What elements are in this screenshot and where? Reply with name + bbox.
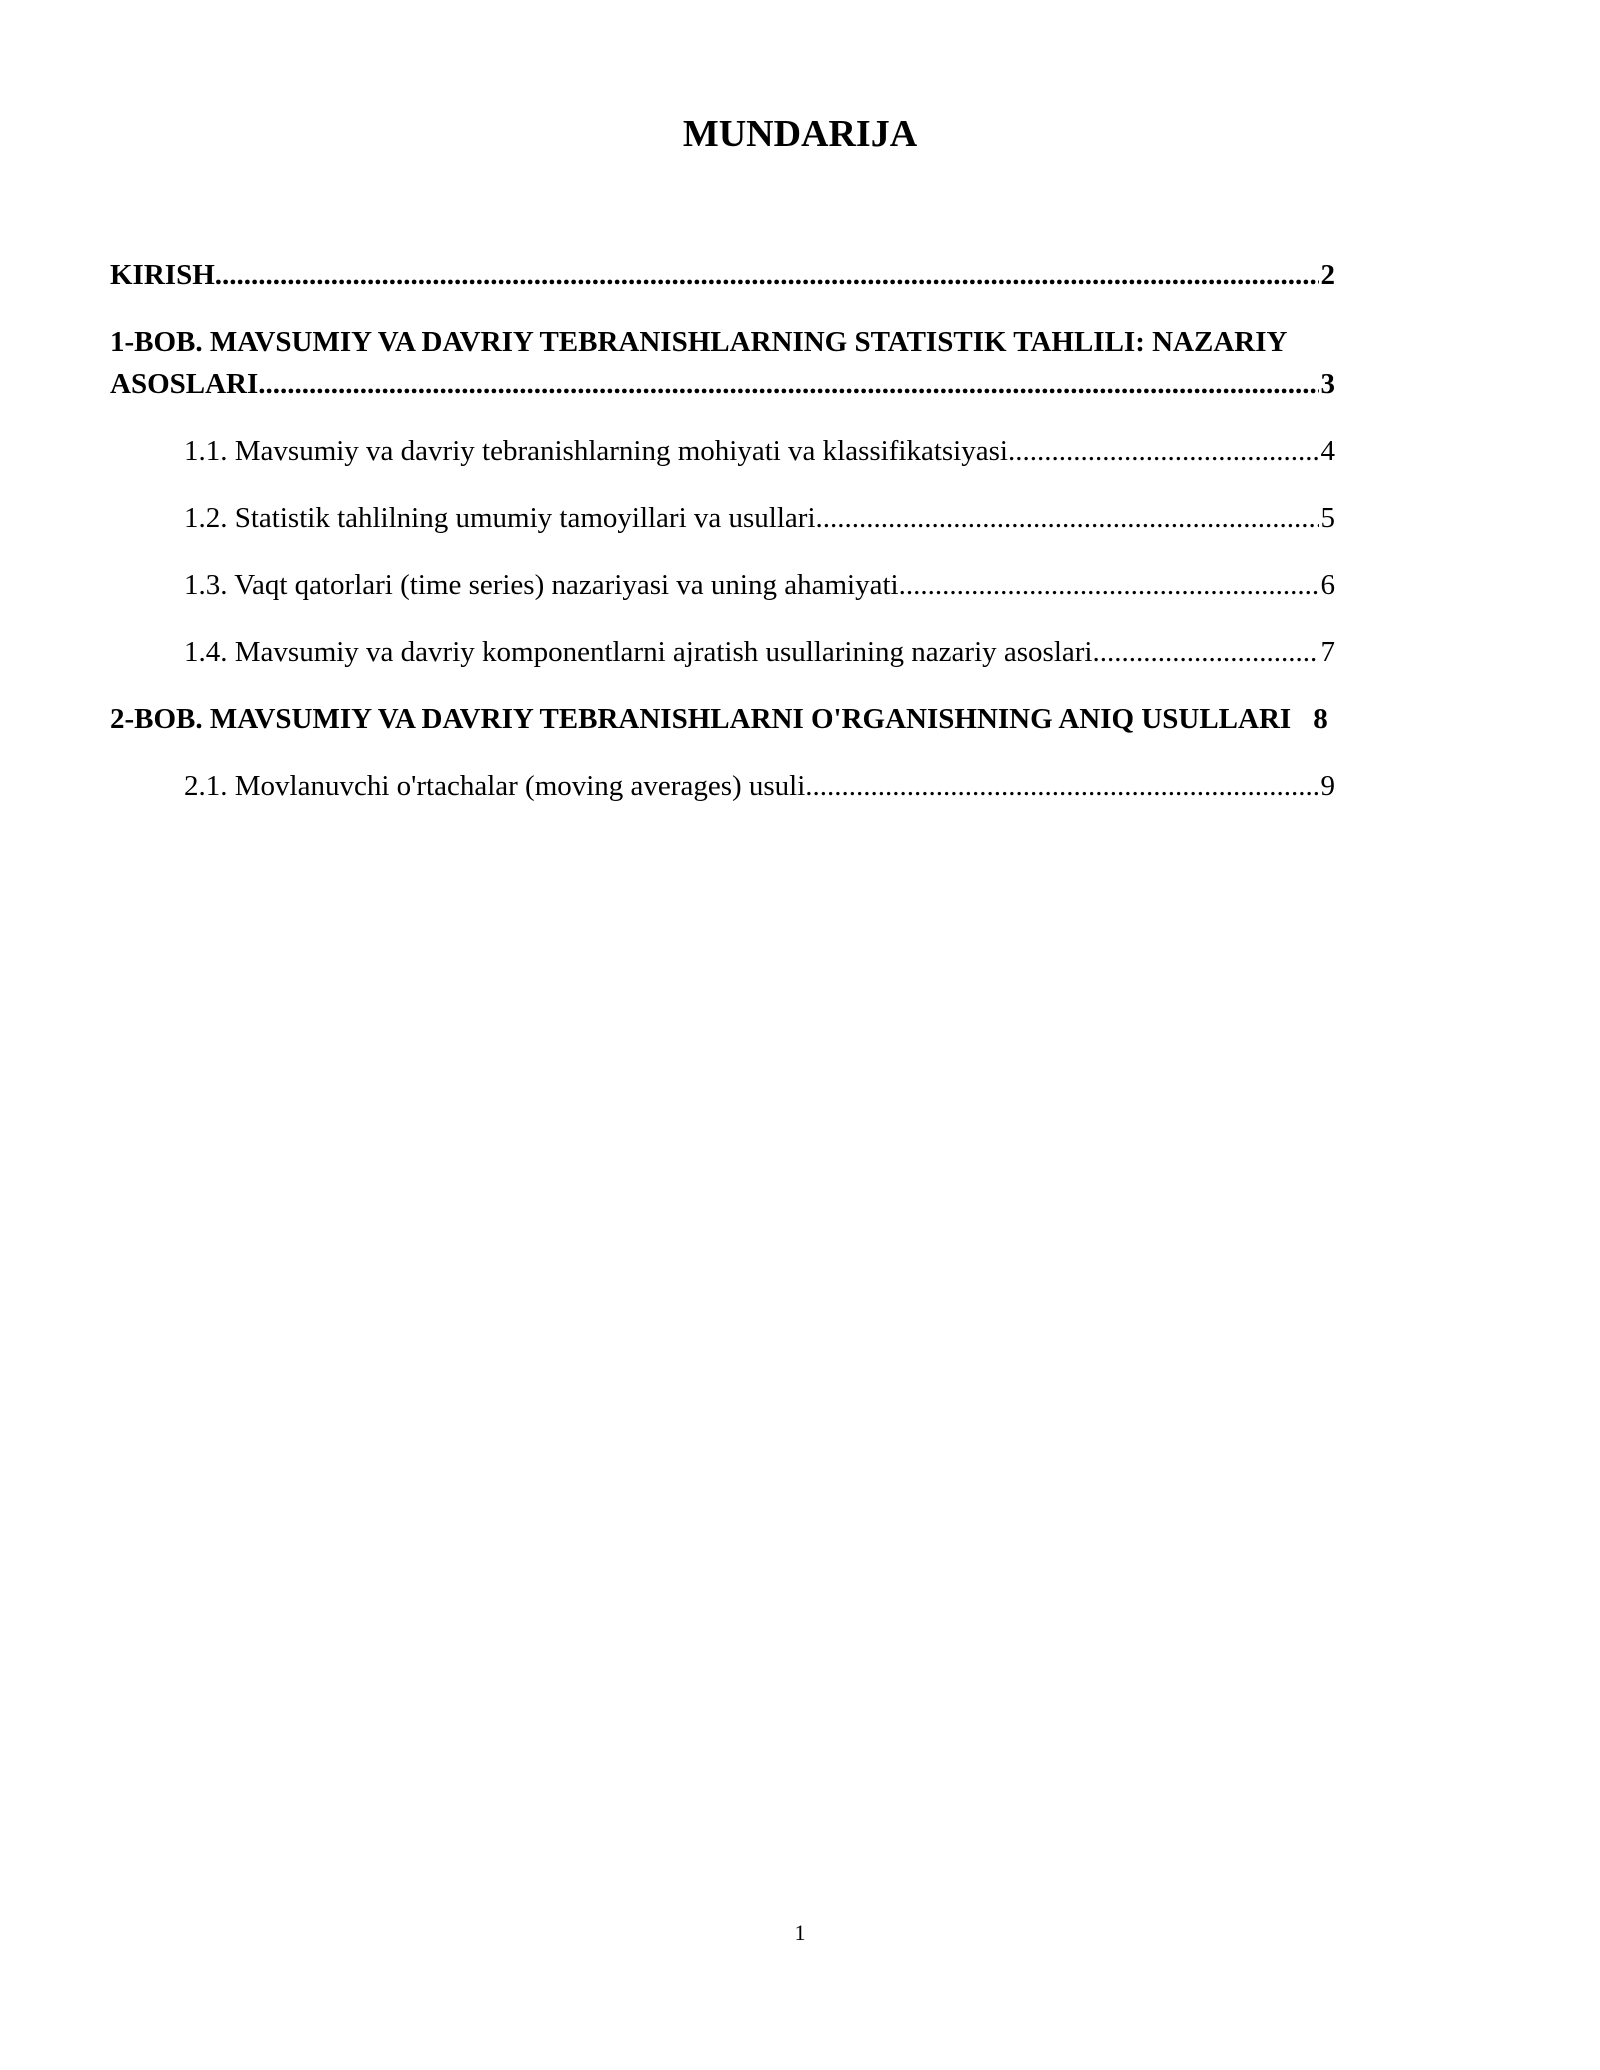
toc-entry-label-line2: ASOSLARI [110,368,259,400]
toc-entry-section-1-4[interactable] [110,631,1335,673]
toc-entry-section-1-1[interactable] [110,430,1335,472]
page-number: 1 [794,1920,806,1945]
dot-leader [258,363,1318,405]
toc-entry-kirish[interactable] [110,254,1335,296]
toc-entry-label: 1.1. Mavsumiy va davriy tebranishlarning mohiyati va klassifikatsiyasi [184,435,1008,467]
toc-entry-page: 5 [1320,502,1335,534]
dot-leader [816,497,1319,539]
toc-entry-section-1-3[interactable] [110,564,1335,606]
toc-entry-label: 2.1. Movlanuvchi o'rtachalar (moving averages) usuli [184,770,806,802]
page-title: MUNDARIJA [682,113,918,155]
dot-leader [899,564,1319,606]
table-of-contents [110,254,1335,807]
toc-entry-page: 9 [1320,770,1335,802]
dot-leader [805,765,1318,807]
toc-entry-label: 1.3. Vaqt qatorlari (time series) nazariyasi va uning ahamiyati [184,569,899,601]
toc-entry-section-2-1[interactable] [110,765,1335,807]
dot-leader [1008,430,1319,472]
dot-leader [215,254,1319,296]
toc-entry-page: 7 [1320,636,1335,668]
toc-entry-page: 2 [1320,259,1335,291]
toc-entry-page: 3 [1320,368,1335,400]
toc-entry-label: 1.2. Statistik tahlilning umumiy tamoyillari va usullari [184,502,816,534]
toc-entry-label: 1.4. Mavsumiy va davriy komponentlarni ajratish usullarining nazariy asoslari [184,636,1093,668]
toc-entry-chapter-1[interactable] [110,321,1335,405]
toc-entry-label: 2-BOB. MAVSUMIY VA DAVRIY TEBRANISHLARNI O'RGANISHNING ANIQ USULLARI [110,703,1292,735]
toc-entry-label: KIRISH [110,259,215,291]
toc-entry-label-line1: 1-BOB. MAVSUMIY VA DAVRIY TEBRANISHLARNING STATISTIK TAHLILI: NAZARIY [110,326,1288,358]
toc-entry-chapter-2[interactable] [110,698,1450,740]
toc-entry-page: 4 [1320,435,1335,467]
dot-leader [1092,631,1318,673]
toc-entry-page: 6 [1320,569,1335,601]
toc-entry-page: 8 [1313,703,1328,735]
toc-entry-section-1-2[interactable] [110,497,1335,539]
